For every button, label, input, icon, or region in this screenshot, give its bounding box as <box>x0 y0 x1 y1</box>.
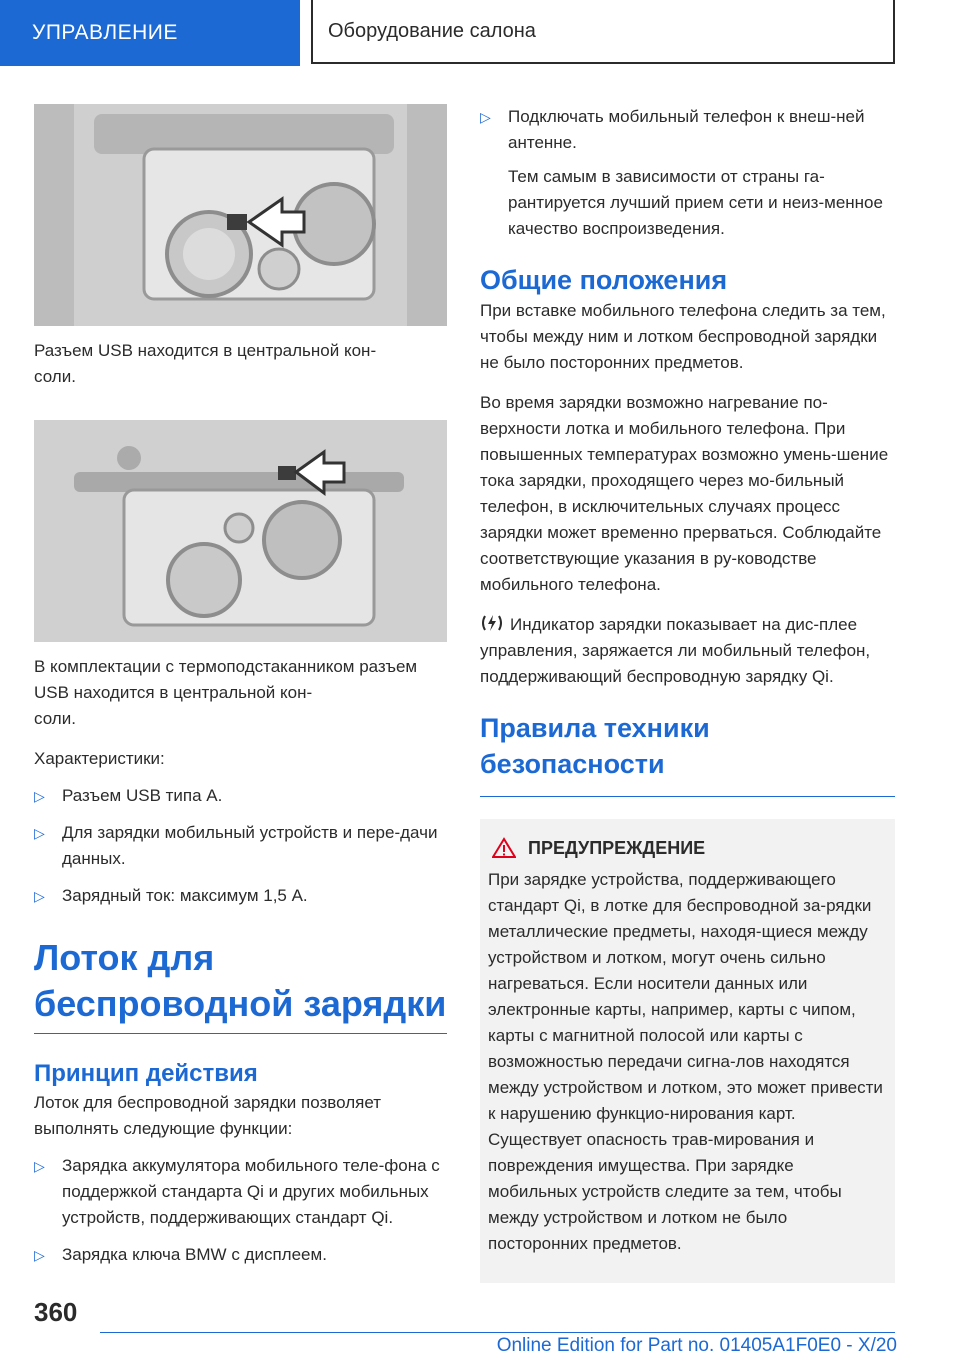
list-item: ▷ Подключать мобильный телефон к внеш-ней антенне. <box>480 104 895 156</box>
page-number: 360 <box>34 1297 78 1327</box>
section-divider <box>34 1033 447 1034</box>
warning-header: ПРЕДУПРЕЖДЕНИЕ <box>488 837 887 859</box>
list-item: ▷ Зарядка аккумулятора мобильного теле-фона с поддержкой стандарта Qi и других мобильных устройств, поддерживающих стандарт Qi. <box>34 1153 447 1231</box>
triangle-bullet-icon: ▷ <box>34 1158 45 1174</box>
triangle-bullet-icon: ▷ <box>34 825 45 841</box>
console-illustration-1 <box>34 104 447 326</box>
triangle-bullet-icon: ▷ <box>34 788 45 804</box>
right-column <box>480 104 895 1283</box>
list-item: ▷ Разъем USB типа A. <box>34 783 447 809</box>
usb-console-thermo-photo <box>34 420 447 642</box>
footer-divider <box>100 1332 895 1333</box>
console-illustration-2 <box>34 420 447 642</box>
triangle-bullet-icon: ▷ <box>480 109 491 125</box>
thermo-usb-caption: В комплектации с термоподстаканником разъем USB находится в центральной кон- соли. <box>34 657 418 728</box>
section-tab: УПРАВЛЕНИЕ <box>0 0 300 66</box>
edition-footer: Online Edition for Part no. 01405A1F0E0 - X/20 <box>496 1335 897 1356</box>
general-paragraph-2: Во время зарядки возможно нагревание по-верхности лотка и мобильного телефона. При повышенных температурах возможно умень-шение тока зарядки, проходящего через мо-бильный телефон, в исключительных случаях процесс зарядки может временно прерваться. Соблюдайте соответствующие указания в ру-ководстве мобильного телефона. <box>480 393 889 594</box>
features-list <box>34 783 447 909</box>
general-heading: Общие положения <box>480 265 728 295</box>
triangle-bullet-icon: ▷ <box>34 1247 45 1263</box>
list-item: ▷ Зарядка ключа BMW с дисплеем. <box>34 1242 447 1268</box>
general-paragraph-1: При вставке мобильного телефона следить за тем, чтобы между ним и лотком беспроводной зарядки не было посторонних предметов. <box>480 301 886 372</box>
warning-box <box>480 819 895 1283</box>
usb-console-photo <box>34 104 447 326</box>
chapter-title: Оборудование салона <box>311 0 895 64</box>
section-heading: Лоток для беспроводной зарядки <box>34 937 447 1024</box>
list-item: ▷ Зарядный ток: максимум 1,5 A. <box>34 883 447 909</box>
antenna-note: Тем самым в зависимости от страны га-рантируется лучший прием сети и неиз-менное качество воспроизведения. <box>508 167 883 238</box>
left-column <box>34 104 447 1268</box>
principle-text: Лоток для беспроводной зарядки позволяет выполнять следующие функции: <box>34 1093 382 1138</box>
antenna-list <box>480 104 895 156</box>
features-label: Характеристики: <box>34 749 165 768</box>
usb-caption: Разъем USB находится в центральной кон- соли. <box>34 341 377 386</box>
triangle-bullet-icon: ▷ <box>34 888 45 904</box>
warning-text: При зарядке устройства, поддерживающего стандарт Qi, в лотке для беспроводной за-рядки металлические предметы, находя-щиеся между устройством и лотком, могут очень сильно нагреваться. Если носители данных или электронные карты, например, карты с чипом, карты с магнитной полосой или карты с возможностью передачи сигна-лов находятся между устройством и лотком, это может привести к нарушению функцио-нирования карт. Существует опасность трав-мирования и повреждения имущества. При зарядке мобильных устройств следите за тем, чтобы между устройством и лотком не было посторонних предметов. <box>488 870 883 1253</box>
functions-list <box>34 1153 447 1268</box>
list-item: ▷ Для зарядки мобильный устройств и пере-дачи данных. <box>34 820 447 872</box>
principle-heading: Принцип действия <box>34 1060 258 1087</box>
safety-divider <box>480 796 895 797</box>
wireless-charging-indicator-icon <box>480 613 504 633</box>
indicator-paragraph: Индикатор зарядки показывает на дис-плее управления, заряжается ли мобильный телефон, поддерживающий беспроводную зарядку Qi. <box>480 615 871 686</box>
warning-triangle-icon <box>492 837 516 859</box>
safety-heading: Правила техники безопасности <box>480 713 710 779</box>
